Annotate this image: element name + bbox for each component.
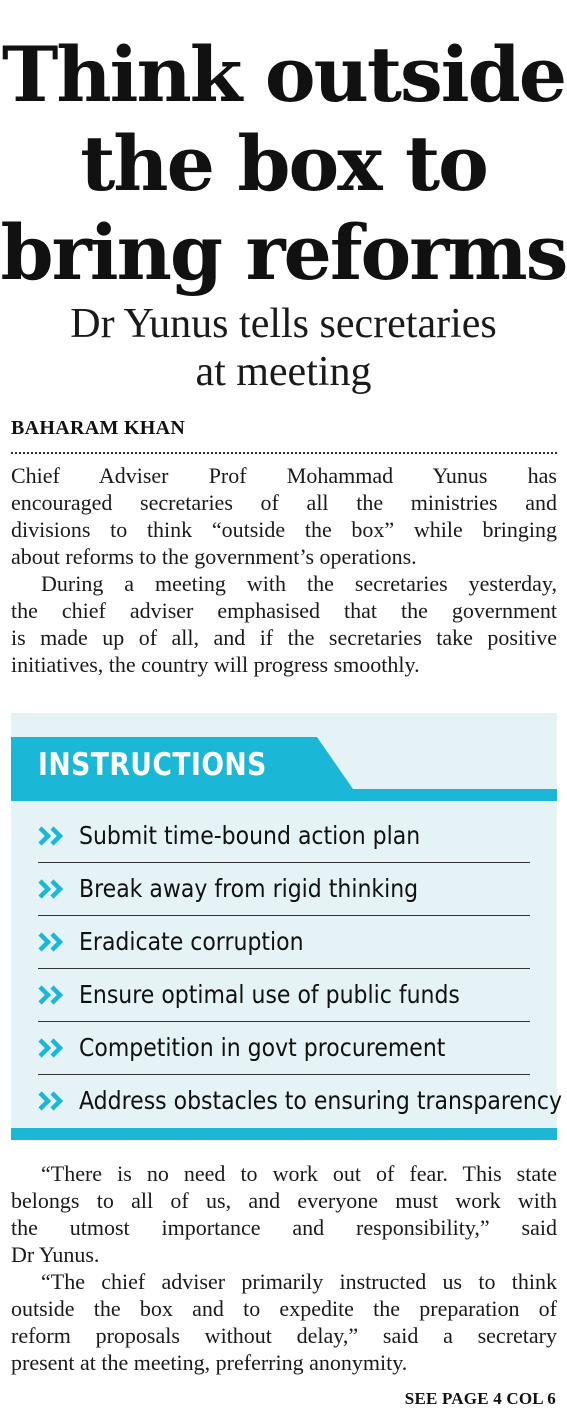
paragraph-continued [11, 1187, 557, 1268]
instructions-box [11, 713, 562, 1140]
instruction-text: Address obstacles to ensuring transparency [79, 1086, 562, 1115]
text-line: divisions to think “outside the box” while bringing [11, 517, 557, 542]
instructions-title: INSTRUCTIONS [38, 747, 267, 783]
headline-line: bring reforms [0, 208, 567, 297]
instructions-list [38, 811, 562, 1129]
text-line: reform proposals without delay,” said a secretary [11, 1323, 557, 1348]
headline [0, 30, 567, 297]
text-line: initiatives, the country will progress smoothly. [11, 652, 420, 677]
text-line: Dr Yunus. [11, 1242, 100, 1267]
text-line: “There is no need to work out of fear. This state [41, 1161, 557, 1186]
text-line: During a meeting with the secretaries yesterday, [41, 571, 557, 596]
quote-text [11, 1160, 557, 1376]
paragraph [11, 570, 557, 597]
paragraph-continued [11, 1295, 557, 1376]
intro-text [11, 462, 557, 678]
instruction-text: Eradicate corruption [79, 927, 304, 956]
text-line: is made up of all, and if the secretaries take positive [11, 625, 557, 650]
double-chevron-right-icon [38, 1091, 66, 1111]
instruction-item [38, 864, 530, 916]
text-line: belongs to all of us, and everyone must work with [11, 1188, 557, 1213]
instruction-item [38, 1076, 562, 1128]
double-chevron-right-icon [38, 932, 66, 952]
instruction-item [38, 970, 530, 1022]
byline-divider [11, 452, 557, 454]
text-line: about reforms to the government’s operations. [11, 544, 417, 569]
paragraph [11, 462, 557, 570]
headline-line: the box to [80, 119, 487, 208]
text-line: “The chief adviser primarily instructed us to think [41, 1269, 557, 1294]
instruction-text: Break away from rigid thinking [79, 874, 419, 903]
text-line: Chief Adviser Prof Mohammad Yunus has [11, 463, 557, 488]
double-chevron-right-icon [38, 985, 66, 1005]
subheadline [0, 300, 567, 396]
instruction-item [38, 811, 530, 863]
paragraph-continued [11, 597, 557, 678]
text-line: the chief adviser emphasised that the government [11, 598, 557, 623]
double-chevron-right-icon [38, 826, 66, 846]
text-line: outside the box and to expedite the preparation of [11, 1296, 557, 1321]
instruction-text: Ensure optimal use of public funds [79, 980, 460, 1009]
instruction-text: Competition in govt procurement [79, 1033, 446, 1062]
text-line: present at the meeting, preferring anonymity. [11, 1350, 408, 1375]
instruction-item [38, 1023, 530, 1075]
subheadline-line: at meeting [195, 349, 372, 395]
text-line: encouraged secretaries of all the ministries and [11, 490, 557, 515]
paragraph [11, 1268, 557, 1295]
continuation-reference: SEE PAGE 4 COL 6 [404, 1389, 556, 1408]
instruction-text: Submit time-bound action plan [79, 821, 421, 850]
double-chevron-right-icon [38, 1038, 66, 1058]
subheadline-line: Dr Yunus tells secretaries [70, 301, 497, 347]
headline-line: Think outside [1, 30, 566, 119]
double-chevron-right-icon [38, 879, 66, 899]
instruction-item [38, 917, 530, 969]
paragraph [11, 1160, 557, 1187]
text-line: the utmost importance and responsibility,” said [11, 1215, 557, 1240]
byline: BAHARAM KHAN [11, 417, 186, 439]
